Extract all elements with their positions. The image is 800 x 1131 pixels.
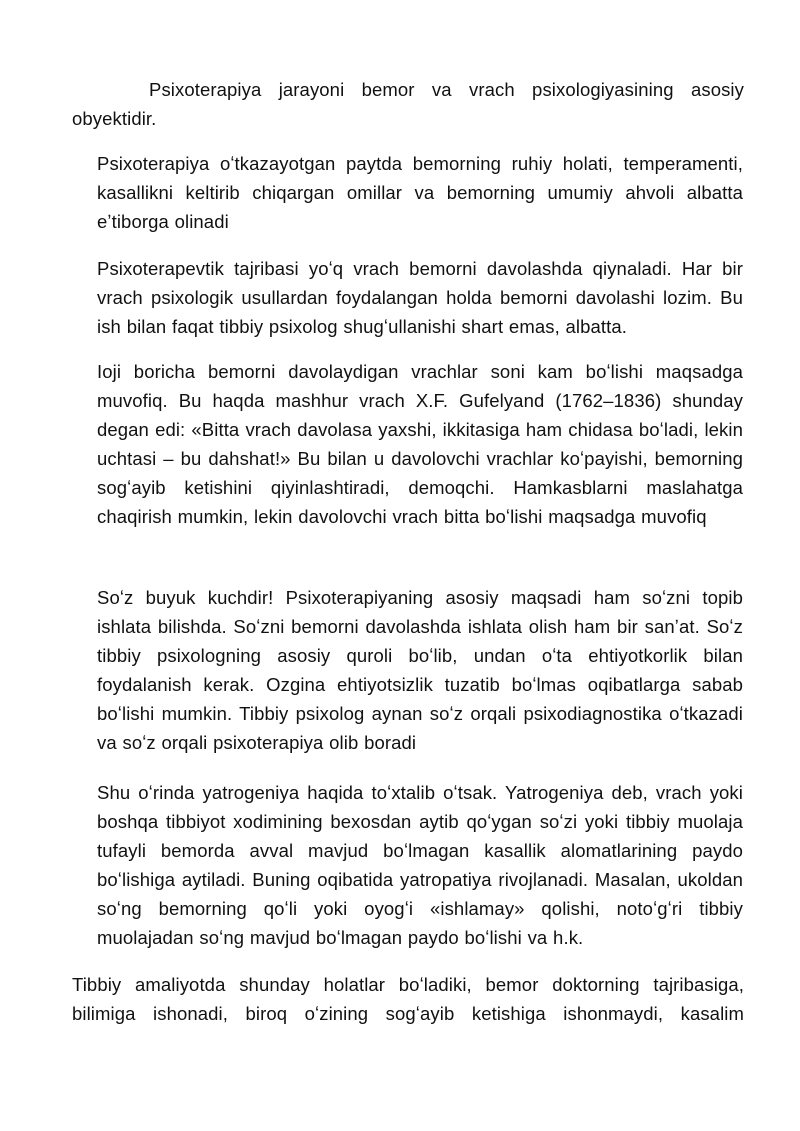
paragraph-number-of-doctors: Ioji boricha bemorni davolaydigan vrachlar soni kam boʻlishi maqsadga muvofiq. Bu haqda mashhur vrach X.F. Gufelyand (1762–1836) shunday degan edi: «Bitta vrach davolasa yaxshi, ikkitasiga ham chidasa boʻladi, lekin uchtasi – bu dahshat!» Bu bilan u davolovchi vrachlar koʻpayishi, bemorning sogʻayib ketishini qiyinlashtiradi, demoqchi. Hamkasblarni maslahatga chaqirish mumkin, lekin davolovchi vrach bitta boʻlishi maqsadga muvofiq xyxy=(97,361,743,527)
paragraph-intro: Psixoterapiya jarayoni bemor va vrach psixologiyasining asosiy obyektidir. xyxy=(72,79,744,129)
paragraph-medical-practice: Tibbiy amaliyotda shunday holatlar boʻladiki, bemor doktorning tajribasiga, bilimiga ishonadi, biroq oʻzining sogʻayib ketishiga ishonmaydi, kasalim xyxy=(72,974,744,1024)
paragraph-power-of-word: Soʻz buyuk kuchdir! Psixoterapiyaning asosiy maqsadi ham soʻzni topib ishlata bilishda. Soʻzni bemorni davolashda ishlata olish ham bir sanʼat. Soʻz tibbiy psixologning asosiy quroli boʻlib, undan oʻta ehtiyotkorlik bilan foydalanish kerak. Ozgina ehtiyotsizlik tuzatib boʻlmas oqibatlarga sabab boʻlishi mumkin. Tibbiy psixolog aynan soʻz orqali psixodiagnostika oʻtkazadi va soʻz orqali psixoterapiya olib boradi xyxy=(97,587,743,753)
paragraph-psychotherapeutic-experience: Psixoterapevtik tajribasi yoʻq vrach bemorni davolashda qiynaladi. Har bir vrach psixologik usullardan foydalangan holda bemorni davolashi lozim. Bu ish bilan faqat tibbiy psixolog shugʻullanishi shart emas, albatta. xyxy=(97,258,743,337)
paragraph-patient-state: Psixoterapiya oʻtkazayotgan paytda bemorning ruhiy holati, temperamenti, kasallikni keltirib chiqargan omillar va bemorning umumiy ahvoli albatta eʼtiborga olinadi xyxy=(97,153,743,232)
paragraph-iatrogeny: Shu oʻrinda yatrogeniya haqida toʻxtalib oʻtsak. Yatrogeniya deb, vrach yoki boshqa tibbiyot xodimining bexosdan aytib qoʻygan soʻzi yoki tibbiy muolaja tufayli bemorda avval mavjud boʻlmagan kasallik alomatlarining paydo boʻlishiga aytiladi. Buning oqibatida yatropatiya rivojlanadi. Masalan, ukoldan soʻng bemorning qoʻli yoki oyogʻi «ishlamay» qolishi, notoʻgʻri tibbiy muolajadan soʻng mavjud boʻlmagan paydo boʻlishi va h.k. xyxy=(97,782,743,948)
